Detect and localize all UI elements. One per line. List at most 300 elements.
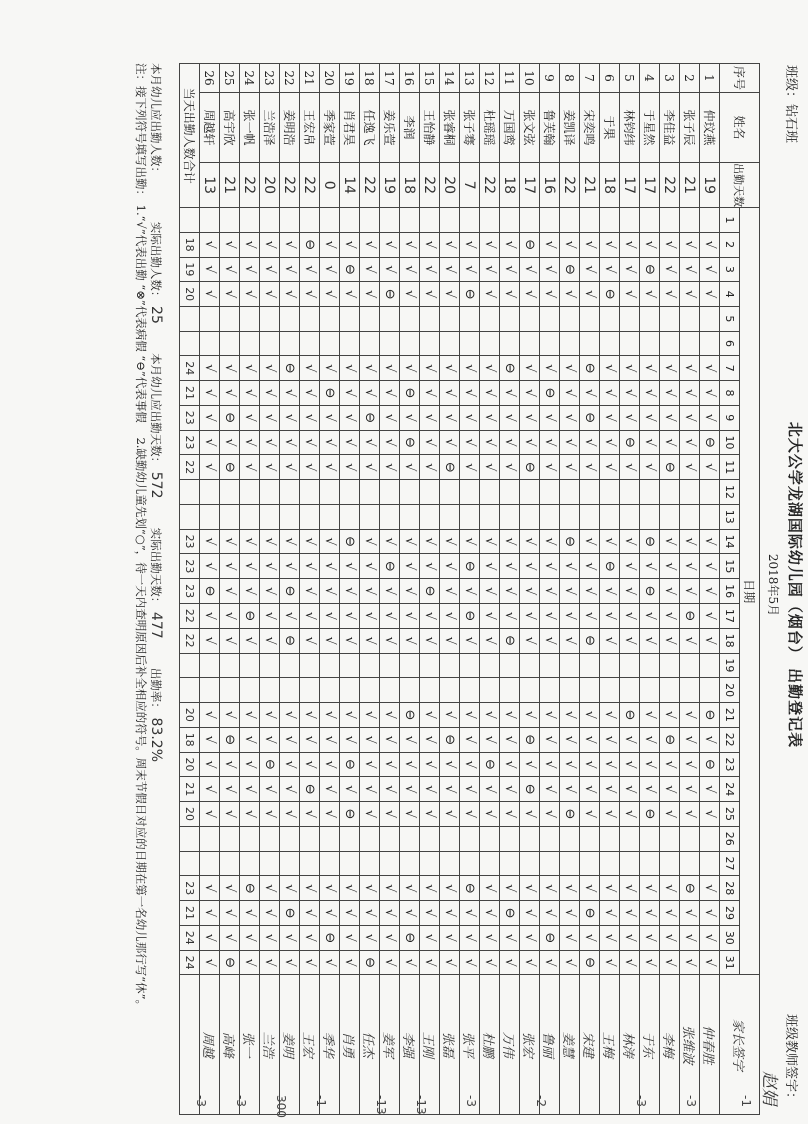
day-cell: √ [700,282,720,307]
day-cell [640,653,660,678]
day-cell [600,208,620,233]
row-number: 12 [480,64,500,93]
student-name: 杜瑶瑶 [480,92,500,162]
day-cell: √ [200,802,220,827]
day-cell [580,480,600,505]
day-cell [480,678,500,703]
day-cell: ⊖ [280,579,300,604]
student-name: 万国鸾 [500,92,520,162]
day-cell: √ [680,802,700,827]
day-cell: √ [440,802,460,827]
daily-total: 21 [180,381,200,406]
day-cell [300,480,320,505]
day-cell: √ [620,356,640,381]
day-cell: √ [620,901,640,926]
student-name: 张子辰 [680,92,700,162]
parent-signature: 张宏 [520,975,540,1115]
day-cell: √ [300,282,320,307]
student-name: 张子骞 [460,92,480,162]
day-cell [540,851,560,876]
day-cell: √ [440,777,460,802]
day-cell [540,480,560,505]
day-cell [380,208,400,233]
day-cell: √ [480,727,500,752]
day-cell: √ [600,950,620,975]
day-cell: ⊖ [460,282,480,307]
day-cell: √ [500,554,520,579]
day-cell [400,307,420,332]
day-cell: √ [660,950,680,975]
day-cell: √ [280,802,300,827]
daily-total: 18 [180,727,200,752]
day-cell [360,653,380,678]
day-cell: ⊖ [220,727,240,752]
day-cell [220,504,240,529]
attendance-days: 19 [700,163,720,208]
row-number: 17 [380,64,400,93]
day-cell: √ [660,752,680,777]
day-cell: √ [420,703,440,728]
day-cell [320,851,340,876]
day-cell: √ [600,430,620,455]
day-cell: √ [360,356,380,381]
day-cell [620,480,640,505]
daily-total: 23 [180,554,200,579]
totals-label: 当天出勤人数合计 [180,64,200,208]
day-cell: √ [560,579,580,604]
day-cell [200,678,220,703]
day-cell: √ [660,405,680,430]
day-cell [620,208,640,233]
day-cell: √ [240,752,260,777]
col-seq-header: 序号 [720,64,760,93]
day-cell: √ [480,430,500,455]
day-cell: √ [600,901,620,926]
day-cell [700,678,720,703]
day-cell: √ [320,802,340,827]
attendance-days: 18 [400,163,420,208]
day-cell: √ [680,232,700,257]
day-cell: √ [600,257,620,282]
day-cell: √ [480,455,500,480]
day-cell: √ [280,727,300,752]
day-cell: √ [440,554,460,579]
day-cell: √ [340,356,360,381]
day-cell [220,331,240,356]
day-cell: √ [320,554,340,579]
day-cell: √ [520,925,540,950]
day-cell: √ [520,603,540,628]
table-row [340,64,360,1115]
day-cell [560,480,580,505]
day-cell: √ [560,703,580,728]
student-name: 李佳益 [660,92,680,162]
table-row [320,64,340,1115]
day-cell [480,826,500,851]
day-cell: √ [220,925,240,950]
day-cell: √ [300,703,320,728]
day-cell [500,480,520,505]
day-cell: √ [380,405,400,430]
row-number: 7 [580,64,600,93]
day-cell: √ [240,381,260,406]
day-cell: √ [460,703,480,728]
rate-label: 出勤率： [149,667,163,714]
day-cell: √ [300,529,320,554]
day-cell: √ [680,554,700,579]
daily-total [180,307,200,332]
day-cell: √ [380,901,400,926]
daily-total: 22 [180,455,200,480]
day-cell: √ [640,901,660,926]
day-cell: √ [340,381,360,406]
day-cell [260,653,280,678]
day-cell: √ [460,356,480,381]
day-cell: √ [220,603,240,628]
day-cell: √ [680,628,700,653]
day-cell: √ [700,405,720,430]
day-cell: √ [220,554,240,579]
day-cell: √ [400,405,420,430]
day-cell [260,480,280,505]
day-cell: ⊖ [620,430,640,455]
day-cell [700,480,720,505]
col-days-header: 出勤天数 [720,163,760,208]
day-cell [440,826,460,851]
day-cell: √ [300,579,320,604]
day-cell: √ [400,777,420,802]
day-cell: ⊖ [580,628,600,653]
day-cell: √ [680,356,700,381]
day-cell: √ [500,529,520,554]
day-cell [300,307,320,332]
day-cell [440,331,460,356]
day-cell [360,504,380,529]
day-cell [620,826,640,851]
day-cell: √ [440,703,460,728]
day-header-11: 11 [720,455,740,480]
day-cell: √ [660,257,680,282]
day-cell: √ [400,257,420,282]
day-cell: √ [260,554,280,579]
day-cell: √ [680,405,700,430]
day-cell: √ [580,381,600,406]
day-cell [540,307,560,332]
col-name-header: 姓名 [720,92,760,162]
day-cell: √ [640,628,660,653]
day-cell: ⊖ [480,752,500,777]
day-cell: √ [680,257,700,282]
day-cell: √ [700,628,720,653]
day-cell [640,504,660,529]
day-cell [380,480,400,505]
day-cell: √ [440,529,460,554]
day-cell [220,208,240,233]
day-cell [340,307,360,332]
day-cell [320,331,340,356]
day-cell: √ [280,529,300,554]
day-cell: √ [700,381,720,406]
day-cell: ⊖ [300,777,320,802]
day-cell: √ [240,430,260,455]
day-cell: √ [340,727,360,752]
day-cell [680,208,700,233]
day-cell: √ [400,603,420,628]
parent-signature: 兰浩 [260,975,280,1115]
day-header-16: 16 [720,579,740,604]
day-cell: √ [220,579,240,604]
day-cell: √ [400,529,420,554]
day-cell: ⊖ [380,282,400,307]
day-cell [340,851,360,876]
day-cell [600,678,620,703]
day-cell: √ [640,356,660,381]
day-cell: √ [460,232,480,257]
daily-total: 23 [180,405,200,430]
day-cell [320,307,340,332]
day-cell: √ [660,876,680,901]
day-cell: ⊖ [540,381,560,406]
day-cell: √ [360,455,380,480]
student-name: 林钧纬 [620,92,640,162]
day-cell: √ [500,282,520,307]
day-cell: √ [460,430,480,455]
day-cell: √ [520,554,540,579]
table-row [360,64,380,1115]
day-cell: √ [320,950,340,975]
parent-signature: 张磊 [440,975,460,1115]
day-cell: √ [500,579,520,604]
table-row [540,64,560,1115]
day-cell: √ [440,752,460,777]
day-cell [420,331,440,356]
day-cell: √ [460,925,480,950]
day-header-25: 25 [720,802,740,827]
day-cell: √ [340,950,360,975]
day-cell [500,208,520,233]
table-row [640,64,660,1115]
day-cell: √ [520,752,540,777]
parent-signature: 任杰 [360,975,380,1115]
day-number-row [720,64,740,1115]
table-row [520,64,540,1115]
table-row [380,64,400,1115]
day-cell [680,504,700,529]
day-cell: √ [580,777,600,802]
day-cell: √ [680,430,700,455]
day-header-31: 31 [720,950,740,975]
day-cell: √ [220,777,240,802]
day-cell: √ [580,603,600,628]
day-cell: √ [420,876,440,901]
day-cell [640,851,660,876]
daily-total: 21 [180,777,200,802]
day-cell [440,208,460,233]
day-cell: √ [380,777,400,802]
day-cell: √ [560,727,580,752]
day-cell: ⊖ [500,901,520,926]
day-header-19: 19 [720,653,740,678]
day-cell [200,851,220,876]
day-cell [360,678,380,703]
day-cell: √ [420,554,440,579]
day-cell [340,678,360,703]
parent-signature: 王梅 [600,975,620,1115]
row-number: 22 [280,64,300,93]
day-cell: √ [580,554,600,579]
day-cell: √ [520,901,540,926]
day-cell: √ [680,579,700,604]
day-cell: √ [400,579,420,604]
margin-mark: -2 [534,1095,548,1107]
table-row [440,64,460,1115]
day-cell [420,480,440,505]
day-cell: √ [700,950,720,975]
day-cell: √ [480,529,500,554]
day-cell: √ [360,554,380,579]
day-cell: √ [500,703,520,728]
day-cell: √ [320,232,340,257]
day-cell: √ [420,455,440,480]
day-cell [460,504,480,529]
day-cell: √ [300,603,320,628]
parent-signature: 肖勇 [340,975,360,1115]
day-cell: √ [540,405,560,430]
day-cell [680,480,700,505]
day-cell: √ [580,802,600,827]
day-cell: √ [200,777,220,802]
day-cell [520,504,540,529]
day-cell: √ [280,381,300,406]
day-cell: √ [560,950,580,975]
row-number: 21 [300,64,320,93]
day-cell: √ [340,876,360,901]
day-cell [200,331,220,356]
day-cell: √ [200,925,220,950]
table-row [260,64,280,1115]
day-cell: √ [200,405,220,430]
day-header-27: 27 [720,851,740,876]
day-cell: √ [340,430,360,455]
daily-total [180,480,200,505]
day-cell: √ [700,727,720,752]
margin-mark: -13 [414,1095,428,1115]
day-cell: ⊖ [580,901,600,926]
day-cell [480,331,500,356]
totals-sign-blank [180,975,200,1115]
day-cell: √ [440,579,460,604]
attendance-days: 22 [560,163,580,208]
day-cell: √ [500,727,520,752]
day-cell: √ [340,554,360,579]
day-cell: √ [420,381,440,406]
due-people-label: 本月幼儿应出勤人数： [149,63,163,178]
day-cell: ⊖ [700,752,720,777]
day-cell [260,851,280,876]
day-cell: √ [420,752,440,777]
day-cell [460,851,480,876]
day-cell [460,480,480,505]
attendance-days: 17 [620,163,640,208]
day-cell: √ [620,554,640,579]
day-cell: √ [480,405,500,430]
day-cell [620,331,640,356]
day-cell [300,331,320,356]
day-cell: √ [440,282,460,307]
day-header-9: 9 [720,405,740,430]
student-name: 李润 [400,92,420,162]
attendance-days: 19 [380,163,400,208]
day-cell: ⊖ [280,628,300,653]
day-cell: √ [660,628,680,653]
table-row [240,64,260,1115]
day-cell: √ [620,405,640,430]
attendance-days: 16 [540,163,560,208]
day-cell [380,331,400,356]
teacher-signature: 赵娟 [759,1071,779,1105]
day-cell: ⊖ [640,579,660,604]
day-cell: √ [520,405,540,430]
day-cell: √ [600,529,620,554]
day-cell: √ [520,950,540,975]
day-cell [380,851,400,876]
day-cell: √ [520,430,540,455]
day-cell [220,480,240,505]
day-cell: √ [500,802,520,827]
day-cell: √ [300,405,320,430]
day-cell [220,678,240,703]
day-cell: √ [660,430,680,455]
day-cell: √ [440,381,460,406]
day-cell: √ [340,777,360,802]
day-cell [520,480,540,505]
day-cell: √ [260,257,280,282]
day-cell: √ [220,876,240,901]
parent-signature: 王宏 [300,975,320,1115]
day-cell [200,307,220,332]
parent-signature: 张维波 [680,975,700,1115]
day-cell: √ [660,381,680,406]
day-cell: √ [620,950,640,975]
day-cell [620,307,640,332]
row-number: 9 [540,64,560,93]
table-row [680,64,700,1115]
row-number: 19 [340,64,360,93]
student-name: 鲁芙翰 [540,92,560,162]
day-cell: √ [300,950,320,975]
day-cell: √ [260,356,280,381]
day-cell: ⊖ [220,950,240,975]
day-cell: √ [560,232,580,257]
day-cell: √ [240,925,260,950]
day-cell: √ [600,752,620,777]
day-cell: √ [680,752,700,777]
day-cell: √ [460,901,480,926]
day-cell: √ [220,430,240,455]
day-cell: √ [640,777,660,802]
day-cell: √ [420,430,440,455]
day-cell: √ [540,232,560,257]
day-cell: √ [200,232,220,257]
day-cell: √ [660,901,680,926]
day-cell: √ [360,802,380,827]
day-cell: √ [600,876,620,901]
day-cell [200,826,220,851]
day-cell: √ [480,554,500,579]
day-cell: √ [460,752,480,777]
day-cell: √ [200,901,220,926]
day-cell: √ [380,381,400,406]
